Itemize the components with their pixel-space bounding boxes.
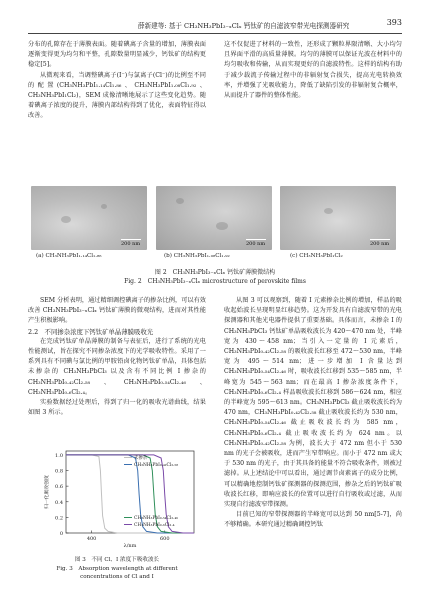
running-header xyxy=(28,18,402,32)
page-number: 393 xyxy=(386,18,402,27)
y-tick-label: 0.4 xyxy=(55,499,63,506)
legend-label: CH₃NH₃PbI₀.₆Cl₂.₄ xyxy=(134,523,175,528)
paragraph: 这不仅促进了材料的一致性，还形成了颗粒界限清晰、大小均匀且界面平滑的高质量薄膜。均匀的薄膜可以保证光波在材料中的均匀吸收和传输，从而实现更好的自滤波特性。这样的结构有助于减少载流子传输过程中的非辐射复合损失，提高光电转换效率，并增强了光吸收能力，降低了缺陷引发的非辐射复合概率，从而提升了器件的整体性能。 xyxy=(224,41,402,100)
bottom-right-column xyxy=(224,296,402,531)
caption-en-1: Fig. 3 Absorption wavelength at different xyxy=(56,565,178,572)
figure-3-caption xyxy=(28,556,206,582)
sublabel-b: (b) CH₃NH₃PbI₁.₀₈Cl₁.₉₂ xyxy=(164,253,230,259)
paragraph: 从微观来看，当调整碘离子(I⁻)与氯离子(Cl⁻)的比例至不同的配置(CH₃NH₃PbI₁.₁₄Cl₁.₈₆、CH₃NH₃PbI₁.₀₈Cl₁.₉₂、CH₃NH₃PbI₁Cl₂)，SEM 成像清晰地展示了这些变化趋势。随着碘离子浓度的提升，薄膜内部结构得到了优化，表面特征得以改善。 xyxy=(28,71,206,120)
scale-bar: 200 nm xyxy=(370,241,390,247)
top-left-column xyxy=(28,40,206,122)
paragraph: 实验数据经过处理后，得到了归一化的吸收光谱曲线，结果如图 3 所示。 xyxy=(28,399,206,417)
y-tick-label: 1.0 xyxy=(55,452,63,459)
absorption-chart xyxy=(40,445,200,553)
sublabel-c: (c) CH₃NH₃PbI₁Cl₂ xyxy=(290,253,343,259)
sublabel-a: (a) CH₃NH₃PbI₁.₁₄Cl₁.₈₆ xyxy=(36,253,102,259)
paragraph: SEM 分析表明，通过精细调控碘离子的掺杂比例，可以有效改善 CH₃NH₃PbI₃₋ₓClₓ 钙钛矿薄膜的微观结构，进而对其性能产生积极影响。 xyxy=(28,297,206,325)
sem-image-c xyxy=(280,186,396,250)
top-right-column xyxy=(224,40,402,101)
paragraph: 目前已知的窄带探测器的半峰宽可以达到 50 nm[5-7]，尚不够精确。本研究通过精确调控钙钛 xyxy=(224,511,402,529)
paragraph: 分布的孔隙存在于薄膜表面。随着碘离子含量的增加，薄膜表面逐渐变得更为均匀和平整，孔隙数量明显减少，钙钛矿的结构更稳定[5]。 xyxy=(28,41,206,69)
running-title: 薛新建等: 基于 CH₃NH₃PbI₃₋ₓClₓ 钙钛矿的自滤波窄带光电探测器研究 xyxy=(138,22,350,30)
header-rule xyxy=(28,33,402,34)
y-tick-label: 0.6 xyxy=(55,484,63,491)
sem-image-a xyxy=(31,186,147,250)
x-axis-label: λ/nm xyxy=(123,543,137,549)
legend-label: 未掺杂 xyxy=(134,456,148,461)
bottom-left-column xyxy=(28,296,206,418)
caption-en: Fig. 2 CH₃NH₃PbI₃₋ₓClₓ microstructure of perovskite films xyxy=(124,278,306,285)
sem-image-b xyxy=(156,186,272,250)
caption-cn: 图 2 CH₃NH₃PbI₃₋ₓClₓ 钙钛矿薄膜微结构 xyxy=(154,269,276,276)
caption-en-2: concentrations of Cl and I xyxy=(80,574,154,580)
y-tick-label: 0 xyxy=(59,531,63,537)
scale-bar: 200 nm xyxy=(246,241,266,247)
caption-cn: 图 3 不同 Cl、I 浓度下吸收波长 xyxy=(74,557,160,563)
x-tick-label: 600 xyxy=(159,536,170,542)
paragraph: 从图 3 可以观察到，随着 I 元素掺杂比例的增加，样品的吸收起始波长呈现明显红移趋势。这为开发具有自滤波窄带的光电探测器和其他光电器件提供了重要基础。具体而言，未掺杂 I 的 CH₃NH₃PbCl₃ 钙钛矿单晶吸收波长为 420～470 nm 处，半峰宽为 430～458 nm；当引入一定量的 I 元素后，CH₃NH₃PbI₀.₄₂Cl₂.₅₈ 的吸收波长红移至 472～530 nm，半峰宽为 495～514 nm；进一步增加 I 含量达到 CH₃NH₃PbI₀.₅₄Cl₂.₄₆ 时，吸收波长红移到 535～585 nm，半峰宽为 545～563 nm；而在最高 I 掺杂浓度条件下，CH₃NH₃PbI₀.₆Cl₂.₄ 样品吸收波长红移到 586～624 nm，相应的半峰宽为 595～613 nm。CH₃NH₃PbCl₃ 截止吸收波长约为 470 nm，CH₃NH₃PbI₀.₄₂Cl₂.₅₈ 截止吸收波长约为 530 nm，CH₃NH₃PbI₀.₅₄Cl₂.₄₆ 截止吸收波长约为 585 nm，CH₃NH₃PbI₀.₆Cl₂.₄ 截止吸收波长约为 624 nm。以 CH₃NH₃PbI₀.₄₂Cl₂.₅₈ 为例，波长大于 472 nm 但小于 530 nm 的光子会被吸收，进而产生窄带响应。而小于 472 nm 或大于 530 nm 的光子，由于其具备的能量不符合吸收条件，则被过滤掉。从上述结论中可以看出，通过调节卤素离子的成分比例，可以精确地控制钙钛矿探测器的探测范围，掺杂之后的钙钛矿吸收波长红移，即响应波长的位置可以进行自行吸收或过滤，从而实现自行滤波窄带探测。 xyxy=(224,297,402,509)
section-heading: 2.2 不同掺杂浓度下钙钛矿单晶薄膜吸收光 xyxy=(28,327,154,336)
y-tick-label: 0.8 xyxy=(55,468,63,475)
legend-label: CH₃NH₃PbI₀.₄₂Cl₂.₅₈ xyxy=(134,463,178,468)
scale-bar: 200 nm xyxy=(121,241,141,247)
y-axis-label: 归一化吸收强度 xyxy=(45,475,50,509)
legend-label: CH₃NH₃PbI₀.₅₄Cl₂.₄₆ xyxy=(134,516,178,521)
figure-2-caption xyxy=(28,268,402,286)
paragraph: 在完成钙钛矿单晶薄膜的制备与表征后，进行了系统的光电性能测试，旨在探究不同掺杂浓度下的光学吸收特性。采用了一系列具有不同碘与氯比例的甲胺铅卤化物钙钛矿单晶，具体包括未掺杂的 CH₃NH₃PbCl₃ 以及含有不同比例 I 掺杂的 CH₃NH₃PbI₀.₄₂Cl₂.₅₈、CH₃NH₃PbI₀.₅₄Cl₂.₄₆、CH₃NH₃PbI₀.₆Cl₂.₄。 xyxy=(28,337,206,396)
x-tick-label: 400 xyxy=(86,536,97,542)
y-tick-label: 0.2 xyxy=(55,515,63,522)
